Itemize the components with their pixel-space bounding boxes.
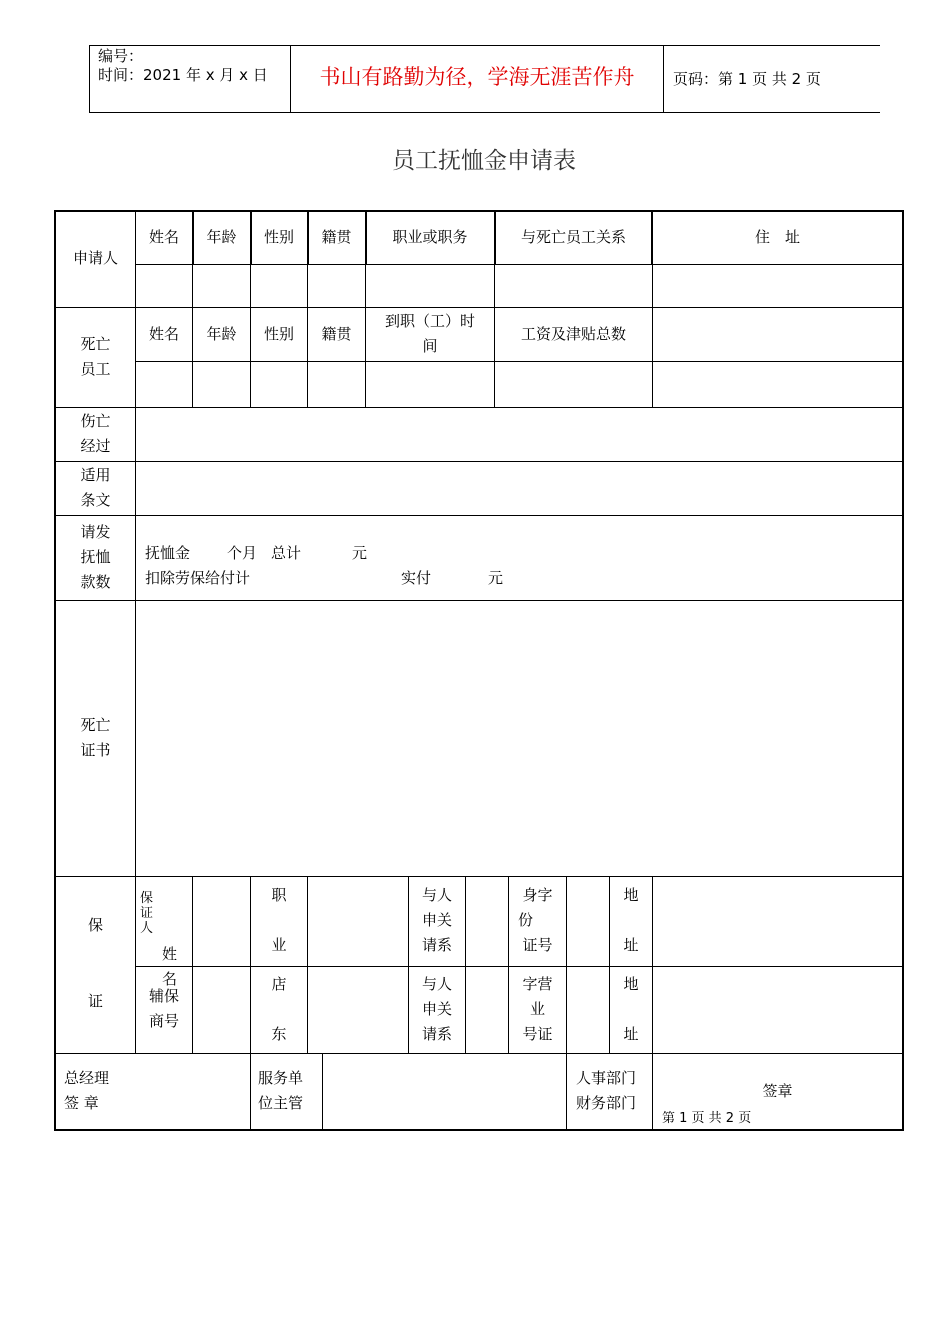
guarantor-job-field[interactable] — [308, 877, 408, 966]
deceased-name-field[interactable] — [136, 362, 192, 407]
guarantee-label-line2: 证 — [87, 992, 103, 1010]
deceased-header-name: 姓名 — [148, 325, 179, 343]
deceased-header-entry-time-line1: 到职（工）时 — [384, 312, 475, 330]
shop-license-field[interactable] — [567, 967, 609, 1053]
shop-license-line3: 号证 — [522, 1025, 553, 1043]
applicant-header-age: 年龄 — [206, 228, 237, 246]
payment-total-label: 总计 — [271, 544, 302, 562]
guarantor-name-field[interactable] — [193, 877, 250, 966]
guarantor-address-line1: 地 — [623, 886, 639, 904]
certificate-label-line2: 证书 — [80, 741, 111, 759]
deceased-header-entry-time-line2: 间 — [422, 337, 438, 355]
articles-label-line1: 适用 — [80, 466, 111, 484]
shop-relation-line3: 请系 — [421, 1025, 452, 1043]
payment-pension-label: 抚恤金 — [145, 544, 191, 562]
articles-label-line2: 条文 — [80, 491, 111, 509]
deceased-entry-time-field[interactable] — [366, 362, 494, 407]
header-page-info: 页码：第 1 页 共 2 页 — [673, 70, 821, 88]
hr-dept-label: 人事部门 — [576, 1069, 637, 1087]
guarantor-relation-line1: 与人 — [421, 886, 452, 904]
applicant-name-field[interactable] — [136, 265, 192, 307]
deceased-header-wage-total: 工资及津贴总数 — [520, 325, 626, 343]
gm-label-line2: 签 章 — [64, 1094, 99, 1112]
shop-relation-line2: 申关 — [421, 1000, 452, 1018]
gm-signature-field[interactable] — [136, 1054, 250, 1129]
injury-label-line1: 伤亡 — [80, 412, 111, 430]
shop-license-line1: 字营 — [522, 975, 553, 993]
deceased-extra-field[interactable] — [653, 308, 902, 407]
service-supervisor-line2: 位主管 — [258, 1094, 304, 1112]
deceased-label-line2: 员工 — [80, 360, 111, 378]
payment-label-line3: 款数 — [80, 573, 111, 591]
applicant-native-place-field[interactable] — [308, 265, 365, 307]
applicant-header-address: 住 址 — [754, 228, 800, 246]
guarantor-id-field[interactable] — [567, 877, 609, 966]
injury-description-field[interactable] — [136, 408, 902, 461]
finance-dept-label: 财务部门 — [576, 1094, 637, 1112]
certificate-area[interactable] — [136, 601, 902, 876]
guarantor-relation-line2: 申关 — [421, 911, 452, 929]
shop-address-line1: 地 — [623, 975, 639, 993]
guarantor-relation-field[interactable] — [466, 877, 508, 966]
page-note: 第 1 页 共 2 页 — [662, 1111, 752, 1126]
guarantor-name-line2: 名 — [162, 970, 178, 988]
applicant-age-field[interactable] — [193, 265, 250, 307]
header-motto: 书山有路勤为径，学海无涯苦作舟 — [319, 65, 635, 89]
guarantor-address-field[interactable] — [653, 877, 902, 966]
shop-address-field[interactable] — [653, 967, 902, 1053]
shop-guarantor-line1: 辅保 — [148, 987, 179, 1005]
shop-name-field[interactable] — [193, 967, 250, 1053]
guarantor-address-line2: 址 — [623, 936, 639, 954]
shop-relation-line1: 与人 — [421, 975, 452, 993]
doc-number-label: 编号： — [98, 47, 144, 65]
guarantor-label-line1: 保 — [140, 891, 154, 906]
deceased-label-line1: 死亡 — [80, 335, 111, 353]
guarantor-label-line2: 证 — [140, 906, 154, 921]
payment-label-line1: 请发 — [80, 523, 111, 541]
guarantor-id-line1: 身字 — [522, 886, 553, 904]
deceased-header-age: 年龄 — [206, 325, 237, 343]
shop-address-line2: 址 — [623, 1025, 639, 1043]
applicant-gender-field[interactable] — [251, 265, 307, 307]
payment-actual-unit: 元 — [488, 569, 504, 587]
deceased-header-native-place: 籍贯 — [321, 325, 352, 343]
shop-guarantor-line2: 商号 — [148, 1012, 179, 1030]
seal-label: 签章 — [762, 1082, 793, 1100]
guarantor-id-line2: 份 — [518, 911, 534, 929]
applicant-address-field[interactable] — [653, 265, 902, 307]
guarantor-job-line2: 业 — [271, 936, 287, 954]
certificate-label-line1: 死亡 — [80, 716, 111, 734]
shop-owner-line2: 东 — [271, 1025, 287, 1043]
service-supervisor-line1: 服务单 — [258, 1069, 304, 1087]
payment-months-label: 个月 — [227, 544, 258, 562]
guarantor-job-line1: 职 — [271, 886, 287, 904]
applicant-relationship-field[interactable] — [495, 265, 652, 307]
payment-actual-label: 实付 — [401, 569, 432, 587]
page-title: 员工抚恤金申请表 — [392, 148, 576, 174]
shop-owner-field[interactable] — [308, 967, 408, 1053]
applicant-header-gender: 性别 — [263, 228, 294, 246]
articles-field[interactable] — [136, 462, 902, 515]
applicant-header-relationship: 与死亡员工关系 — [520, 228, 626, 246]
applicant-occupation-field[interactable] — [366, 265, 494, 307]
applicant-header-occupation: 职业或职务 — [392, 228, 468, 246]
payment-label-line2: 抚恤 — [80, 548, 111, 566]
applicant-label: 申请人 — [72, 249, 118, 267]
deceased-age-field[interactable] — [193, 362, 250, 407]
deceased-header-gender: 性别 — [263, 325, 294, 343]
deceased-gender-field[interactable] — [251, 362, 307, 407]
guarantor-name-line1: 姓 — [162, 945, 178, 963]
applicant-header-name: 姓名 — [148, 228, 179, 246]
guarantor-id-line3: 证号 — [522, 936, 553, 954]
guarantor-label-line3: 人 — [140, 921, 154, 936]
payment-total-unit: 元 — [352, 544, 368, 562]
guarantor-relation-line3: 请系 — [421, 936, 452, 954]
deceased-native-place-field[interactable] — [308, 362, 365, 407]
payment-deduct-label: 扣除劳保给付计 — [145, 569, 251, 587]
deceased-wage-total-field[interactable] — [495, 362, 652, 407]
service-supervisor-field[interactable] — [323, 1054, 566, 1129]
shop-relation-field[interactable] — [466, 967, 508, 1053]
shop-owner-line1: 店 — [271, 975, 287, 993]
injury-label-line2: 经过 — [80, 437, 111, 455]
shop-license-line2: 业 — [529, 1000, 545, 1018]
doc-time-label: 时间：2021 年 x 月 x 日 — [98, 66, 268, 84]
applicant-header-native-place: 籍贯 — [321, 228, 352, 246]
guarantee-label-line1: 保 — [87, 916, 103, 934]
gm-label-line1: 总经理 — [64, 1069, 110, 1087]
